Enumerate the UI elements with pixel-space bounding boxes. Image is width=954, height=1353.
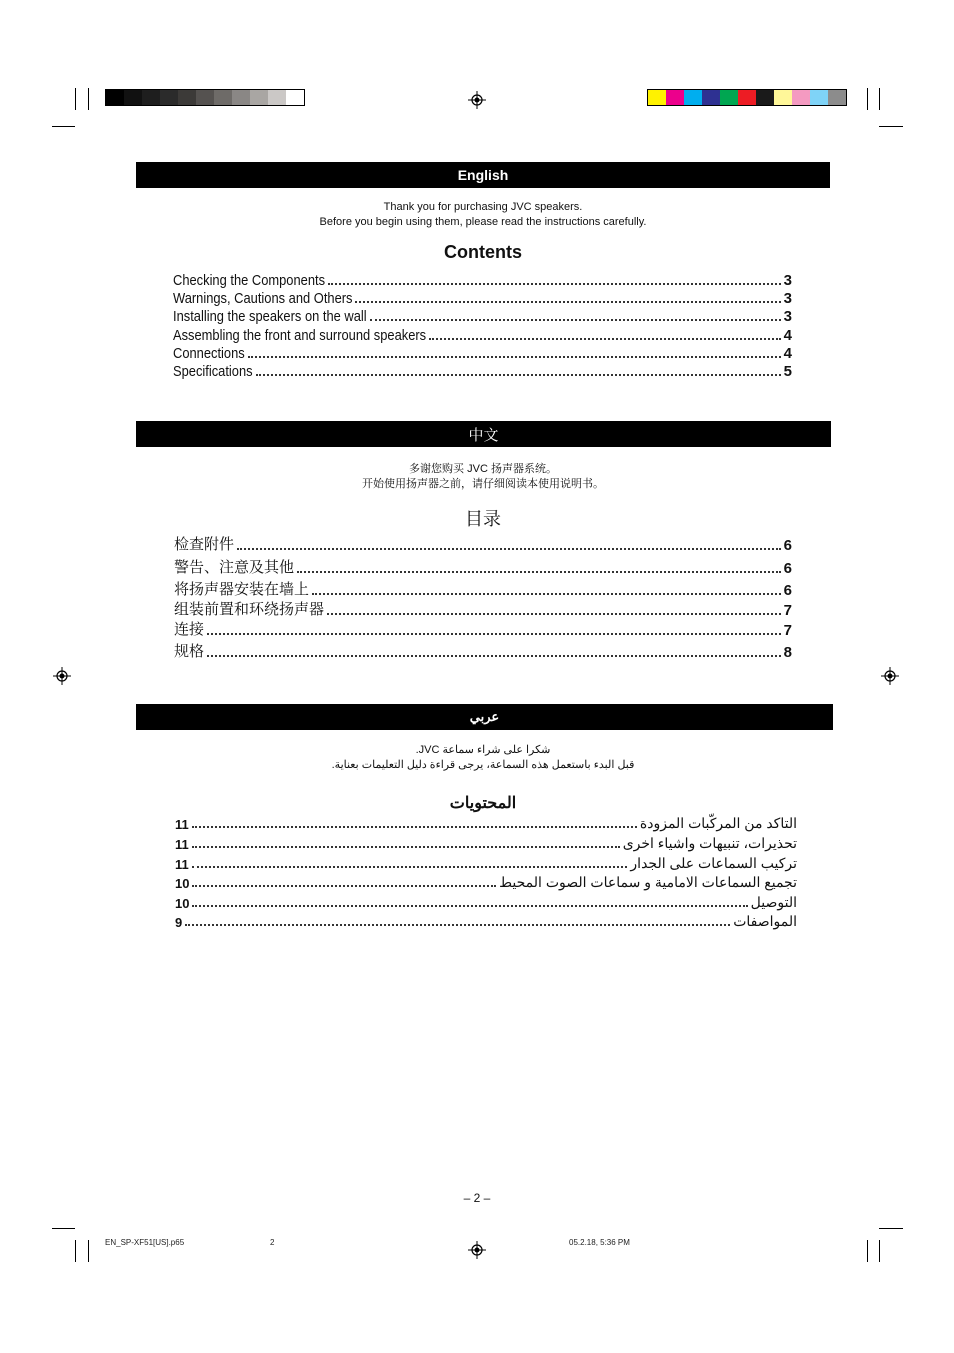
toc-page-number: 4 <box>783 327 792 344</box>
color-swatch <box>810 90 828 105</box>
crop-mark <box>879 126 903 127</box>
grayscale-color-bar <box>105 89 305 106</box>
color-swatch <box>196 90 214 105</box>
toc-leader-dots <box>192 826 637 828</box>
toc-page-number: 6 <box>783 582 792 599</box>
toc-row[interactable] <box>175 874 797 891</box>
toc-label: Checking the Components <box>173 272 326 289</box>
color-swatch <box>648 90 666 105</box>
toc-page-number: 10 <box>175 896 190 911</box>
toc-leader-dots <box>192 905 747 907</box>
toc-leader-dots <box>328 283 781 285</box>
toc-page-number: 7 <box>783 622 792 639</box>
crop-mark <box>88 88 89 110</box>
intro-line: 开始使用扬声器之前，请仔细阅读本使用说明书。 <box>362 478 604 490</box>
toc-leader-dots <box>237 548 781 550</box>
color-swatch <box>774 90 792 105</box>
color-swatch <box>250 90 268 105</box>
toc-row[interactable] <box>173 363 792 380</box>
color-swatch <box>738 90 756 105</box>
intro-line: Thank you for purchasing JVC speakers. <box>383 201 583 213</box>
intro-text-arabic <box>136 743 830 773</box>
toc-page-number: 9 <box>175 915 183 930</box>
color-swatch <box>756 90 774 105</box>
toc-label: المواصفات <box>733 913 797 929</box>
color-swatch <box>124 90 142 105</box>
toc-row[interactable] <box>173 308 792 325</box>
footer-page: 2 <box>270 1238 275 1247</box>
intro-text-english <box>136 200 830 230</box>
crop-mark <box>52 1228 75 1229</box>
toc-page-number: 11 <box>175 837 189 852</box>
toc-page-number: 6 <box>783 537 792 554</box>
section-header-label: عربي <box>469 709 500 724</box>
color-swatch <box>684 90 702 105</box>
color-swatch <box>792 90 810 105</box>
toc-page-number: 3 <box>783 308 792 325</box>
color-swatch <box>142 90 160 105</box>
toc-row[interactable] <box>174 618 792 639</box>
intro-line: Before you begin using them, please read the instructions carefully. <box>319 216 647 228</box>
section-header-label: 中文 <box>468 426 499 444</box>
crop-mark <box>867 1240 868 1262</box>
toc-leader-dots <box>207 655 781 657</box>
toc-leader-dots <box>192 866 628 868</box>
toc-row[interactable] <box>175 913 797 930</box>
toc-label: 组装前置和环绕扬声器 <box>174 601 325 618</box>
toc-label: التاكد من المركّبات المزودة <box>639 815 797 831</box>
intro-line: 多谢您购买 JVC 扬声器系统。 <box>409 463 557 475</box>
toc-leader-dots <box>207 633 781 635</box>
toc-page-number: 4 <box>783 345 792 362</box>
color-swatch <box>268 90 286 105</box>
registration-mark-icon <box>53 667 71 685</box>
crop-mark <box>879 88 880 110</box>
toc-page-number: 3 <box>783 272 792 289</box>
crop-mark <box>75 88 76 110</box>
toc-label: Connections <box>173 345 245 362</box>
section-header-arabic <box>136 704 833 730</box>
color-swatch <box>286 90 304 105</box>
toc-label: Assembling the front and surround speakers <box>173 327 427 344</box>
toc-page-number: 7 <box>783 602 792 619</box>
section-header-label: English <box>457 167 509 183</box>
crop-mark <box>75 1240 76 1262</box>
toc-row[interactable] <box>175 815 797 832</box>
toc-row[interactable] <box>174 578 792 599</box>
toc-row[interactable] <box>175 835 797 852</box>
toc-row[interactable] <box>173 327 792 344</box>
toc-page-number: 11 <box>175 817 189 832</box>
toc-leader-dots <box>429 338 780 340</box>
toc-label: 将扬声器安装在墙上 <box>174 581 310 598</box>
toc-label: تحذيرات، تنبيهات واشياء اخرى <box>622 835 797 851</box>
crop-mark <box>879 1240 880 1262</box>
toc-row[interactable] <box>175 894 797 911</box>
toc-label: التوصيل <box>750 894 797 910</box>
toc-leader-dots <box>192 885 496 887</box>
color-swatch <box>214 90 232 105</box>
toc-label: 规格 <box>174 643 205 660</box>
toc-page-number: 8 <box>783 644 792 661</box>
crop-mark <box>879 1228 903 1229</box>
intro-text-chinese <box>136 462 830 492</box>
toc-label: Specifications <box>173 363 253 380</box>
intro-line: شكرا على شراء سماعة JVC. <box>415 744 551 756</box>
toc-page-number: 3 <box>783 290 792 307</box>
cmyk-color-bar <box>647 89 847 106</box>
toc-row[interactable] <box>174 640 792 661</box>
toc-label: Installing the speakers on the wall <box>173 308 367 325</box>
toc-row[interactable] <box>173 272 792 289</box>
toc-label: Warnings, Cautions and Others <box>173 290 353 307</box>
toc-label: تركيب السماعات على الجدار <box>630 855 797 871</box>
contents-title-arabic: المحتويات <box>449 795 517 812</box>
toc-leader-dots <box>256 374 781 376</box>
color-swatch <box>666 90 684 105</box>
toc-leader-dots <box>312 593 781 595</box>
color-swatch <box>160 90 178 105</box>
registration-mark-icon <box>468 1241 486 1259</box>
page-number: – 2 – <box>463 1191 491 1205</box>
registration-mark-icon <box>881 667 899 685</box>
toc-row[interactable] <box>174 533 792 554</box>
toc-leader-dots <box>297 571 781 573</box>
toc-leader-dots <box>355 301 780 303</box>
toc-page-number: 5 <box>783 363 792 380</box>
crop-mark <box>52 126 75 127</box>
toc-page-number: 10 <box>175 876 190 891</box>
section-header-chinese <box>136 421 831 447</box>
section-header-english <box>136 162 830 188</box>
registration-mark-icon <box>468 91 486 109</box>
toc-label: 检查附件 <box>174 536 235 553</box>
toc-row[interactable] <box>174 556 792 577</box>
toc-leader-dots <box>370 319 781 321</box>
toc-leader-dots <box>327 613 781 615</box>
crop-mark <box>88 1240 89 1262</box>
contents-title-chinese: 目录 <box>465 509 501 529</box>
color-swatch <box>828 90 846 105</box>
toc-page-number: 11 <box>175 857 189 872</box>
color-swatch <box>720 90 738 105</box>
toc-leader-dots <box>192 846 620 848</box>
toc-leader-dots <box>248 356 781 358</box>
toc-label: 警告、注意及其他 <box>174 559 295 576</box>
toc-row[interactable] <box>175 855 797 872</box>
toc-leader-dots <box>185 924 730 926</box>
footer-timestamp: 05.2.18, 5:36 PM <box>569 1238 630 1247</box>
toc-row[interactable] <box>173 345 792 362</box>
toc-page-number: 6 <box>783 560 792 577</box>
color-swatch <box>232 90 250 105</box>
contents-title-english: Contents <box>444 242 522 262</box>
color-swatch <box>178 90 196 105</box>
toc-row[interactable] <box>173 290 792 307</box>
toc-label: 连接 <box>174 621 205 638</box>
footer-filename: EN_SP-XF51[US].p65 <box>105 1238 185 1247</box>
toc-row[interactable] <box>174 598 792 619</box>
toc-label: تجميع السماعات الامامية و سماعات الصوت المحيط <box>499 874 797 890</box>
intro-line: قبل البدء باستعمل هذه السماعة، يرجى قراءة دليل التعليمات بعناية. <box>331 759 635 771</box>
color-swatch <box>106 90 124 105</box>
crop-mark <box>867 88 868 110</box>
color-swatch <box>702 90 720 105</box>
